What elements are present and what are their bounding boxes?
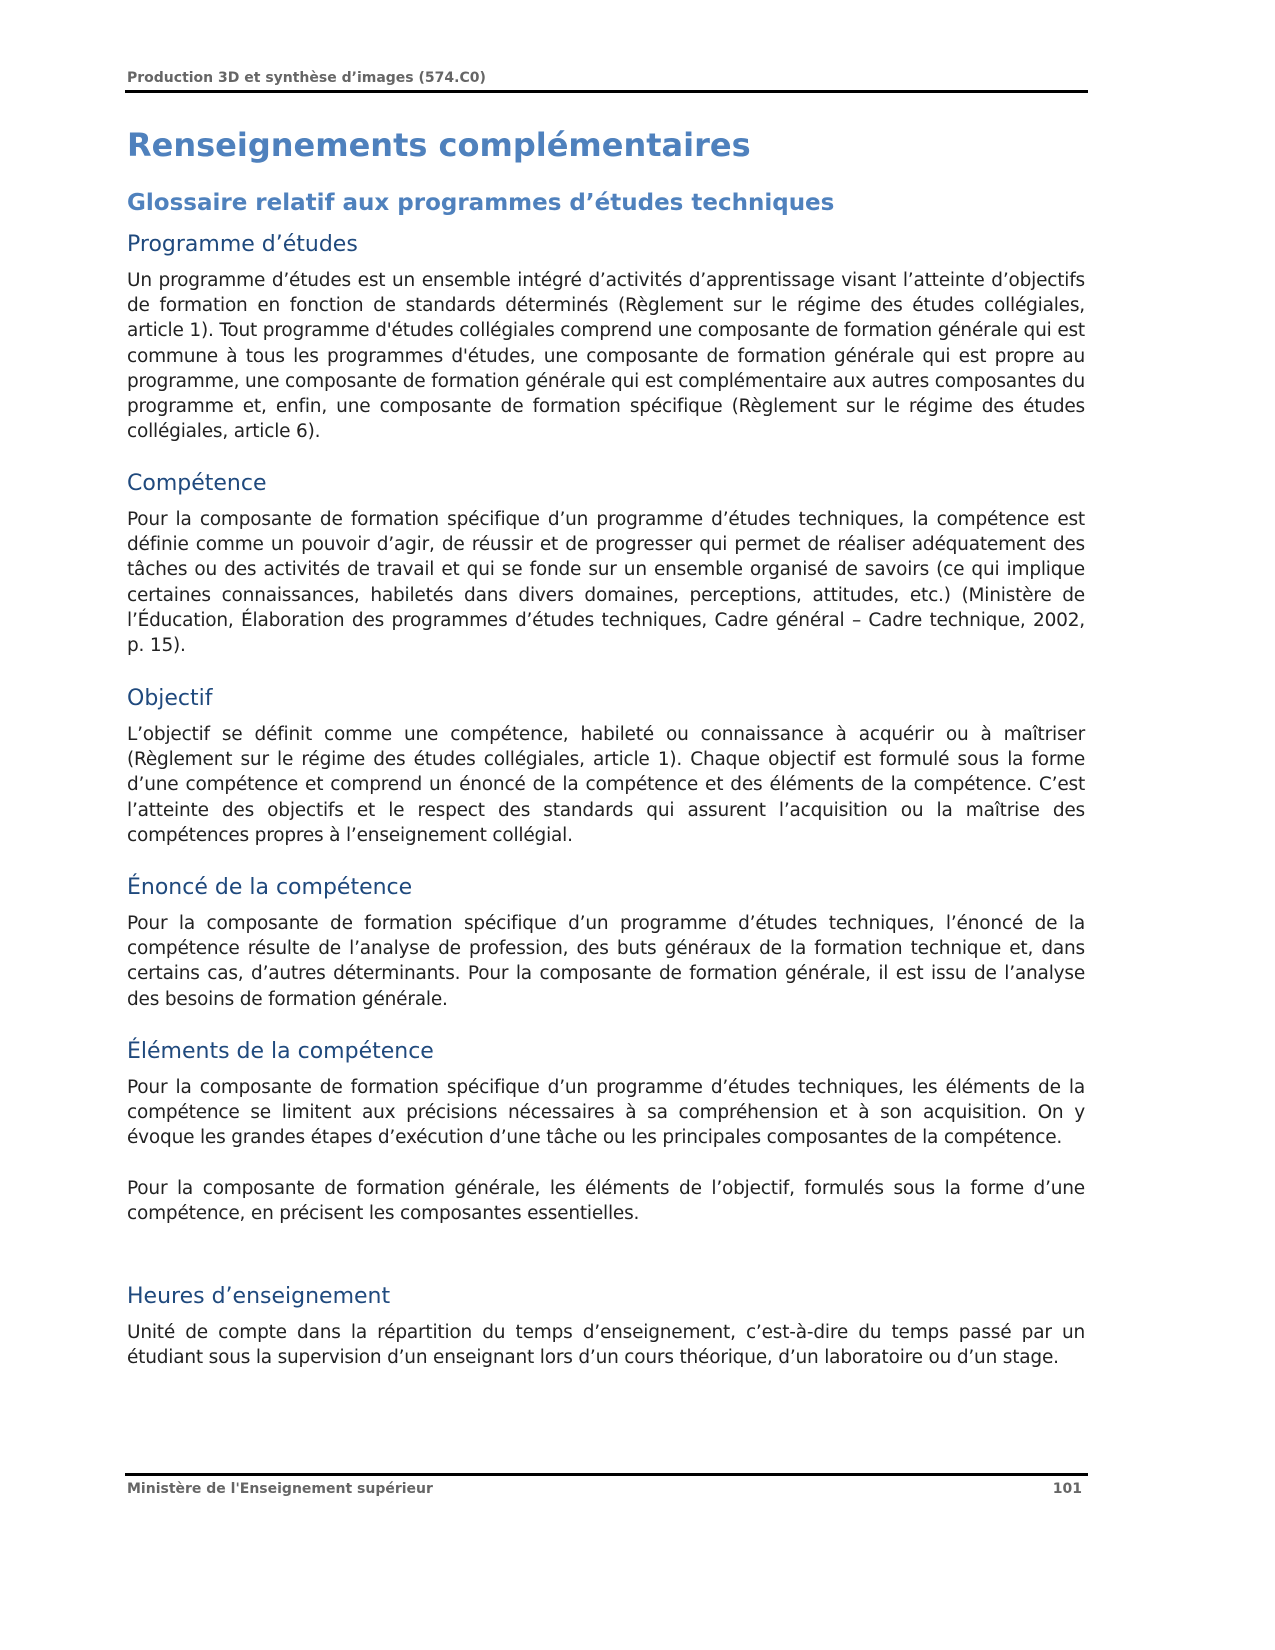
entry-paragraph: Unité de compte dans la répartition du temps d’enseignement, c’est-à-dire du temps passé par un étudiant sous la supervision d’un enseignant lors d’un cours théorique, d’un laboratoire ou d’un stage. — [127, 1322, 1085, 1369]
page-title: Renseignements complémentaires — [127, 126, 751, 164]
entry-heading: Énoncé de la compétence — [127, 875, 413, 900]
entry-heading: Compétence — [127, 471, 267, 496]
entry-paragraph: L’objectif se définit comme une compétence, habileté ou connaissance à acquérir ou à maîtriser (Règlement sur le régime des études collégiales, article 1). Chaque objectif est formulé sous la forme d’une compétence et comprend un énoncé de la compétence et des éléments de la compétence. C’est l’atteinte des objectifs et le respect des standards qui assurent l’acquisition ou la maîtrise des compétences propres à l’enseignement collégial. — [127, 724, 1085, 846]
glossary-entry — [127, 1037, 1085, 1226]
glossary-entry — [127, 684, 1085, 848]
footer-rule — [125, 1473, 1088, 1476]
entry-heading: Heures d’enseignement — [127, 1284, 391, 1309]
running-header: Production 3D et synthèse d’images (574.C0) — [127, 70, 486, 86]
entry-paragraph: Un programme d’études est un ensemble intégré d’activités d’apprentissage visant l’atteinte d’objectifs de formation en fonction de standards déterminés (Règlement sur le régime des études collégiales, article 1). Tout programme d'études collégiales comprend une composante de formation générale qui est commune à tous les programmes d'études, une composante de formation générale qui est propre au programme, une composante de formation générale qui est complémentaire aux autres composantes du programme et, enfin, une composante de formation spécifique (Règlement sur le régime des études collégiales, article 6). — [127, 270, 1085, 443]
glossary-entry — [127, 1282, 1085, 1370]
entry-paragraph: Pour la composante de formation spécifique d’un programme d’études techniques, les éléments de la compétence se limitent aux précisions nécessaires à sa compréhension et à son acquisition. On y évoque les grandes étapes d’exécution d’une tâche ou les principales composantes de la compétence. — [127, 1077, 1085, 1149]
page-number: 101 — [1052, 1481, 1082, 1497]
header-rule — [125, 90, 1088, 93]
glossary-entry — [127, 873, 1085, 1012]
glossary-entry — [127, 230, 1085, 444]
section-subtitle: Glossaire relatif aux programmes d’études techniques — [127, 190, 835, 216]
glossary-entry — [127, 469, 1085, 658]
entry-paragraph: Pour la composante de formation spécifique d’un programme d’études techniques, la compétence est définie comme un pouvoir d’agir, de réussir et de progresser qui permet de réaliser adéquatement des tâches ou des activités de travail et qui se fonde sur un ensemble organisé de savoirs (ce qui implique certaines connaissances, habiletés dans divers domaines, perceptions, attitudes, etc.) (Ministère de l’Éducation, Élaboration des programmes d’études techniques, Cadre général – Cadre technique, 2002, p. 15). — [127, 509, 1085, 657]
footer-publisher: Ministère de l'Enseignement supérieur — [127, 1481, 433, 1497]
entry-paragraph: Pour la composante de formation générale, les éléments de l’objectif, formulés sous la forme d’une compétence, en précisent les composantes essentielles. — [127, 1177, 1085, 1224]
entry-heading: Programme d’études — [127, 232, 358, 257]
entry-heading: Objectif — [127, 686, 213, 711]
entry-paragraph: Pour la composante de formation spécifique d’un programme d’études techniques, l’énoncé de la compétence résulte de l’analyse de profession, des buts généraux de la formation technique et, dans certains cas, d’autres déterminants. Pour la composante de formation générale, il est issu de l’analyse des besoins de formation générale. — [127, 913, 1085, 1010]
entry-heading: Éléments de la compétence — [127, 1039, 434, 1064]
